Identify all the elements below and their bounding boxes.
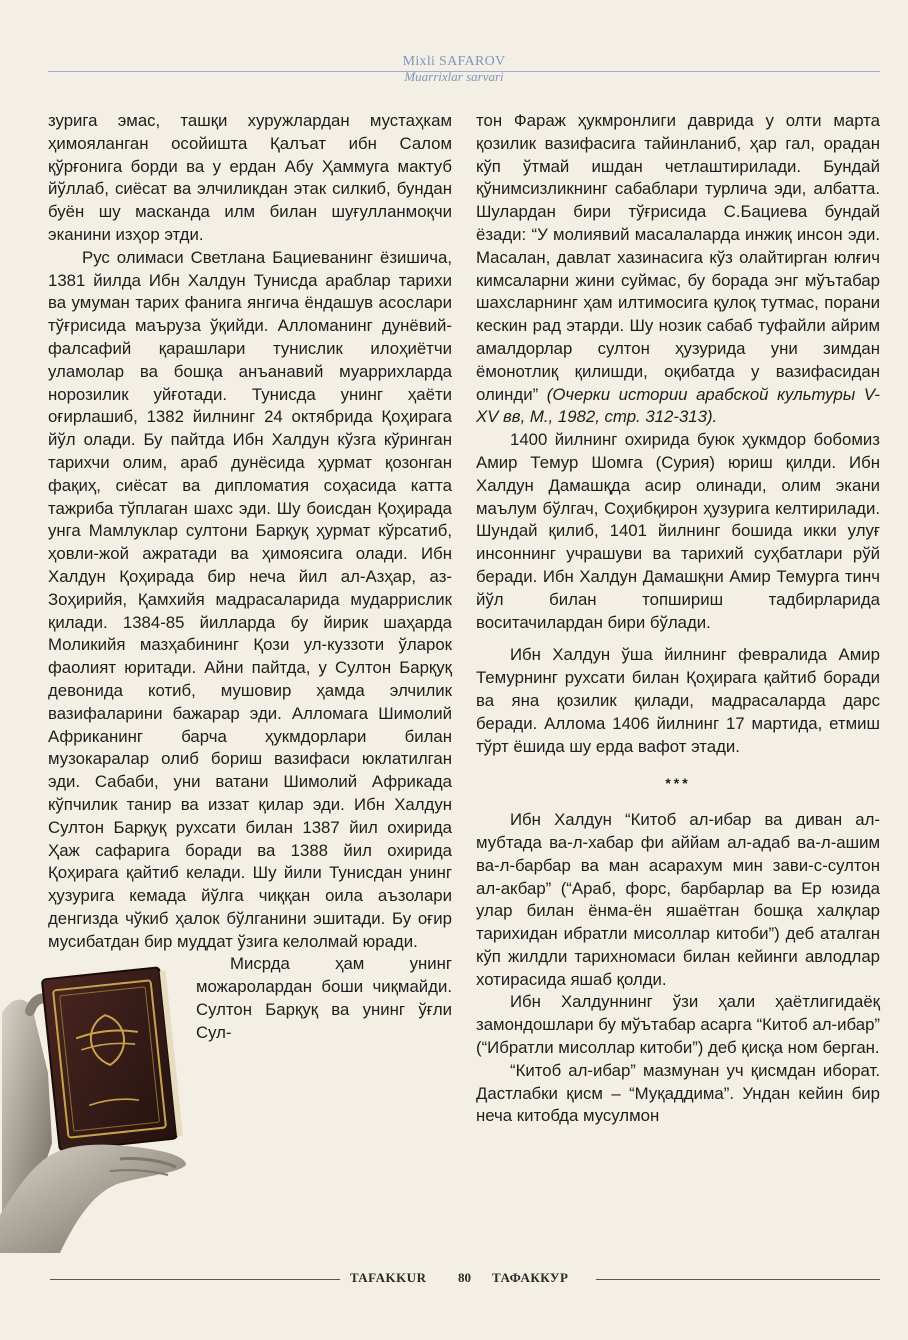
right-paragraph-1-text: тон Фараж ҳукмронлиги даврида у олти марта қозилик вазифасига тайинланиб, ҳар гал, орадан кўп ўтмай ишдан четлаштирилади. Бундай қўнимсизликнинг сабаблари турлича эди, албатта. Шулардан бири тўғрисида С.Бациева бундай ёзади: “У молиявий масалаларда инжиқ инсон эди. Масалан, давлат хазинасига кўз олайтирган юлғич кимсаларни жини суймас, бу борада энг мўътабар шахсларнинг ҳам илтимосига қулоқ тутмас, порани кескин рад этарди. Шу нозик сабаб туфайли айрим амалдорлар султон ҳузурида уни зимдан ёмонотлиқ қилишди, оқибатда у вазифасидан олинди” — [476, 111, 880, 404]
left-paragraph-2-text: Рус олимаси Светлана Бациеванинг ёзишича, 1381 йилда Ибн Халдун Тунисда араблар тарихи ва умуман тарих фанига янгича ёндашув асослари тўғрисида маъруза ўқийди. Алломанинг дунёвий-фалсафий қарашлари тунислик илоҳиётчи уламолар ва бошқа анъанавий муаррихларда норозилик уйғотади. Тунисда унинг ҳаёти оғирлашиб, 1382 йилнинг 24 октябрида Қоҳирага йўл олади. Бу пайтда Ибн Халдун кўзга кўринган тарихчи олим, араб дунёсида ҳурмат қозонган фақиҳ, сиёсат ва дипломатия соҳасида катта тажриба тўплаган шахс эди. Шу боисдан Қоҳирада унга Мамлуклар султони Барқуқ ҳурмат кўрсатиб, ҳовли-жой ажратади ва ҳимоясига олади. Ибн Халдун Қоҳирада бир неча йил ал-Азҳар, аз-Зоҳирийя, Қамхийя мадрасаларида мударрислик қилади. 1384-85 йилларда бу йирик шаҳарда Моликийя мазҳабининг Қози ул-куззоти ўларок фаолият юритади. Айни пайтда, у Султон Барқуқ девонида котиб, мушовир ҳамда элчилик вазифаларини бажарар эди. Алломага Шимолий Африканинг барча ҳукмдорлари билан музокаралар олиб бориш вазифаси юклатилган эди. Сабаби, уни ватани Шимолий Африкада кўпчилик танир ва иззат қилар эди. Ибн Халдун Султон Барқуқ рухсати билан 1387 йил охирида Ҳаж сафарига боради ва 1388 йил охирида Қоҳирага қайтиб келади. Шу йили Тунисдан унинг ҳузурига кемада йўлга чиққан оила аъзолари денгизда чўкиб ҳалок бўлганини эшитади. Бу оғир мусибатдан бир муддат ўзига келолмай юради. — [48, 247, 452, 951]
footer-journal-cyrillic: ТАФАККУР — [492, 1270, 569, 1285]
right-paragraph-1 — [476, 110, 880, 429]
right-column — [476, 110, 880, 1128]
right-paragraph-5: Ибн Халдуннинг ўзи ҳали ҳаётлигидаёқ замондошлари бу мўътабар асарга “Китоб ал-ибар” (“Ибратли мисоллар китоби”) деб қисқа ном берган. — [476, 992, 880, 1058]
left-column — [48, 110, 452, 1253]
page-number: 80 — [458, 1270, 471, 1285]
left-paragraph-2 — [48, 247, 452, 954]
right-paragraph-2: 1400 йилнинг охирида буюк ҳукмдор бобомиз Амир Темур Шомга (Сурия) юриш қилди. Ибн Халдун Дамашқда асир олинади, олим экани маълум бўлгач, Соҳибқирон ҳузурига келтирилади. Шундай қилиб, 1401 йилнинг бошида икки улуғ инсоннинг учрашуви ва тарихий суҳбатлари рўй беради. Ибн Халдун Дамашқни Амир Темурга тинч йўл билан топшириш тадбирларида воситачилардан бири бўлади. — [476, 430, 880, 632]
running-header — [0, 54, 908, 84]
left-paragraph-3: Мисрда ҳам унинг можаролардан боши чиқмайди. Султон Барқуқ ва унинг ўғли Сул- — [196, 954, 452, 1042]
right-paragraph-4: Ибн Халдун “Китоб ал-ибар ва диван ал-мубтада ва-л-хабар фи аййам ал-адаб ва-л-ашим ва-л-барбар ва ман асарахум мин зави-с-султон ал-акбар” (“Араб, форс, барбарлар ва Ер юзида улар билан ёнма-ён яшаётган бошқа халқлар тарихидан ибратли мисоллар китоби”) деб аталган кўп жилдли тарихномаси билан кейинги авлодлар хотирасида яшаб қолди. — [476, 810, 880, 989]
header-rule — [48, 71, 880, 72]
footer-rule-right — [596, 1279, 880, 1280]
footer-rule-left — [50, 1279, 340, 1280]
right-paragraph-3: Ибн Халдун ўша йилнинг февралида Амир Темурнинг рухсати билан Қоҳирага қайтиб боради ва яна қозилик қилади, мадрасаларда дарс беради. Аллома 1406 йилнинг 17 мартида, етмиш тўрт ёшида шу ерда вафот этади. — [476, 645, 880, 756]
right-paragraph-6: “Китоб ал-ибар” мазмунан уч қисмдан иборат. Дастлабки қисм – “Муқаддима”. Ундан кейин бир неча китобда мусулмон — [476, 1060, 880, 1126]
left-paragraph-1: зурига эмас, ташқи хуружлардан мустаҳкам ҳимояланган осойишта Қалъат ибн Салом қўрғонига борди ва у ердан Абу Ҳаммуга мактуб йўллаб, сиёсат ва элчиликдан этак силкиб, бундан буён шу масканда илм билан шуғулланмоқчи эканини изҳор этди. — [48, 111, 452, 244]
paragraph-gap — [476, 634, 880, 644]
section-separator: *** — [665, 775, 691, 792]
footer-journal-latin: TAFAKKUR — [350, 1270, 427, 1285]
page-footer — [0, 1270, 908, 1290]
header-subtitle: Muarrixlar sarvari — [404, 69, 504, 84]
hands-holding-book-icon — [0, 953, 188, 1253]
header-author: Mixli SAFAROV — [402, 54, 506, 69]
citation: (Очерки истории арабской культуры V-XV вв, М., 1982, стр. 312-313). — [476, 384, 880, 427]
